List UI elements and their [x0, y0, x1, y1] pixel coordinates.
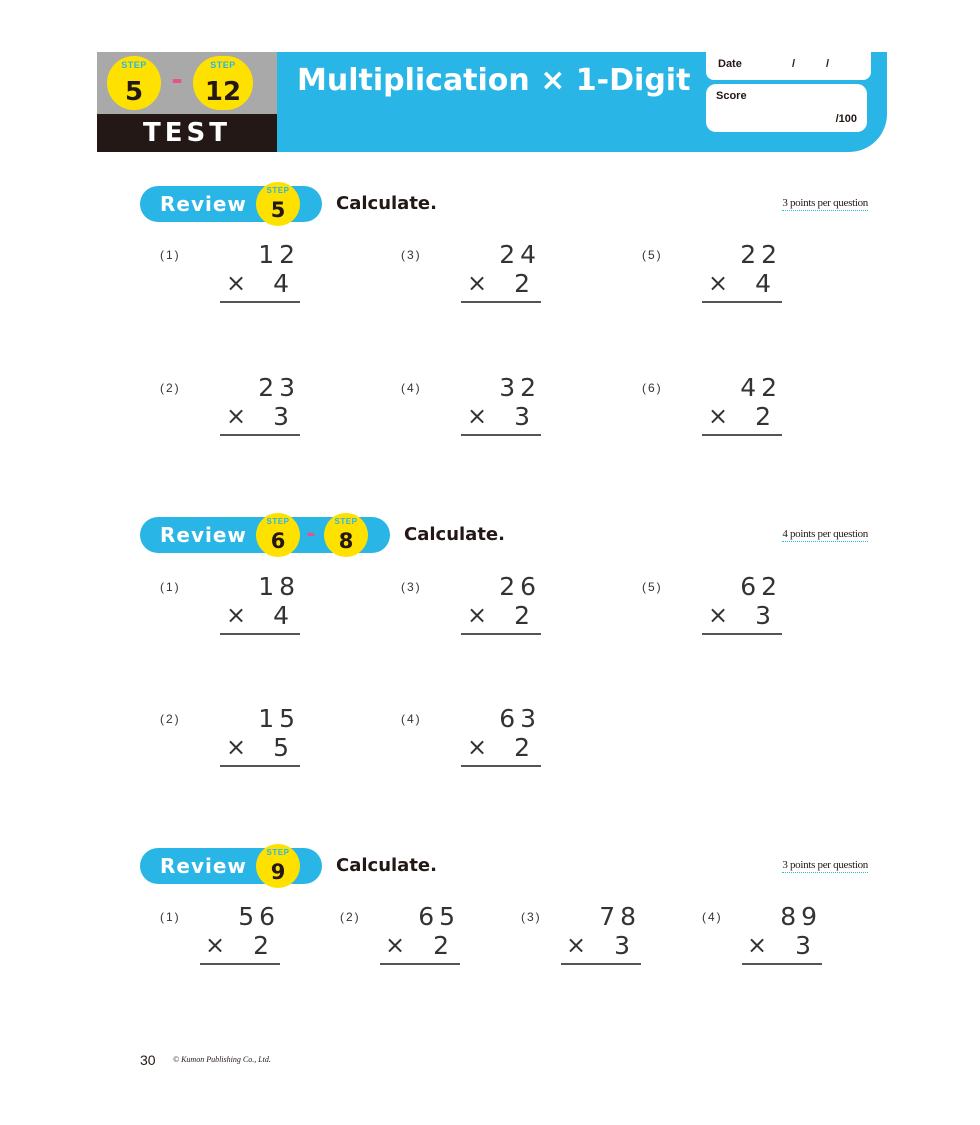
points-per-question: 3 points per question — [782, 859, 868, 871]
problem: (3) 26 × 2 — [401, 580, 551, 650]
step-range-dash: - — [171, 63, 183, 96]
score-max: /100 — [835, 113, 857, 125]
answer-line[interactable] — [220, 434, 300, 436]
problem: (4) 89 × 3 — [702, 910, 852, 980]
answer-line[interactable] — [461, 301, 541, 303]
answer-line[interactable] — [742, 963, 822, 965]
test-label: TEST — [97, 114, 277, 152]
answer-line[interactable] — [702, 633, 782, 635]
problem: (1) 18 × 4 — [160, 580, 310, 650]
answer-line[interactable] — [220, 301, 300, 303]
step-to-badge: STEP 12 — [193, 56, 253, 110]
review-heading-2: Review — [140, 517, 390, 553]
problem: (3) 78 × 3 — [521, 910, 671, 980]
answer-line[interactable] — [461, 633, 541, 635]
step-to-number: 12 — [204, 77, 242, 107]
problem: (1) 12 × 4 — [160, 248, 310, 318]
problem: (5) 62 × 3 — [642, 580, 792, 650]
problem: (2) 23 × 3 — [160, 381, 310, 451]
answer-line[interactable] — [220, 765, 300, 767]
step-range-panel — [97, 52, 277, 114]
review-step-badge: STEP 5 — [256, 182, 300, 226]
problem: (1) 56 × 2 — [160, 910, 310, 980]
problem: (4) 32 × 3 — [401, 381, 551, 451]
instruction-text: Calculate. — [404, 524, 505, 545]
step-range-dash: - — [306, 522, 316, 547]
review-heading-1: Review — [140, 186, 322, 222]
date-slash: / — [826, 58, 830, 70]
instruction-text: Calculate. — [336, 855, 437, 876]
instruction-text: Calculate. — [336, 193, 437, 214]
answer-line[interactable] — [561, 963, 641, 965]
answer-line[interactable] — [461, 765, 541, 767]
answer-line[interactable] — [461, 434, 541, 436]
problem: (2) 65 × 2 — [340, 910, 490, 980]
problem: (6) 42 × 2 — [642, 381, 792, 451]
problem: (3) 24 × 2 — [401, 248, 551, 318]
step-from-number: 5 — [124, 77, 144, 107]
date-label: Date — [718, 58, 742, 70]
date-field[interactable] — [706, 46, 871, 80]
problem: (2) 15 × 5 — [160, 712, 310, 782]
page-header — [97, 52, 887, 152]
copyright-text: © Kumon Publishing Co., Ltd. — [173, 1055, 271, 1064]
date-slash: / — [792, 58, 796, 70]
points-per-question: 3 points per question — [782, 197, 868, 209]
step-from-badge: STEP 5 — [107, 56, 161, 110]
score-label: Score — [716, 90, 747, 102]
page-title: Multiplication × 1-Digit — [297, 63, 691, 98]
review-heading-3: Review — [140, 848, 322, 884]
review-step-badge: STEP 8 — [324, 513, 368, 557]
problem: (5) 22 × 4 — [642, 248, 792, 318]
answer-line[interactable] — [200, 963, 280, 965]
answer-line[interactable] — [702, 434, 782, 436]
review-step-badge: STEP 9 — [256, 844, 300, 888]
problem: (4) 63 × 2 — [401, 712, 551, 782]
answer-line[interactable] — [702, 301, 782, 303]
points-per-question: 4 points per question — [782, 528, 868, 540]
answer-line[interactable] — [220, 633, 300, 635]
answer-line[interactable] — [380, 963, 460, 965]
review-step-badge: STEP 6 — [256, 513, 300, 557]
score-field[interactable] — [706, 84, 867, 132]
page-number: 30 — [140, 1052, 156, 1068]
